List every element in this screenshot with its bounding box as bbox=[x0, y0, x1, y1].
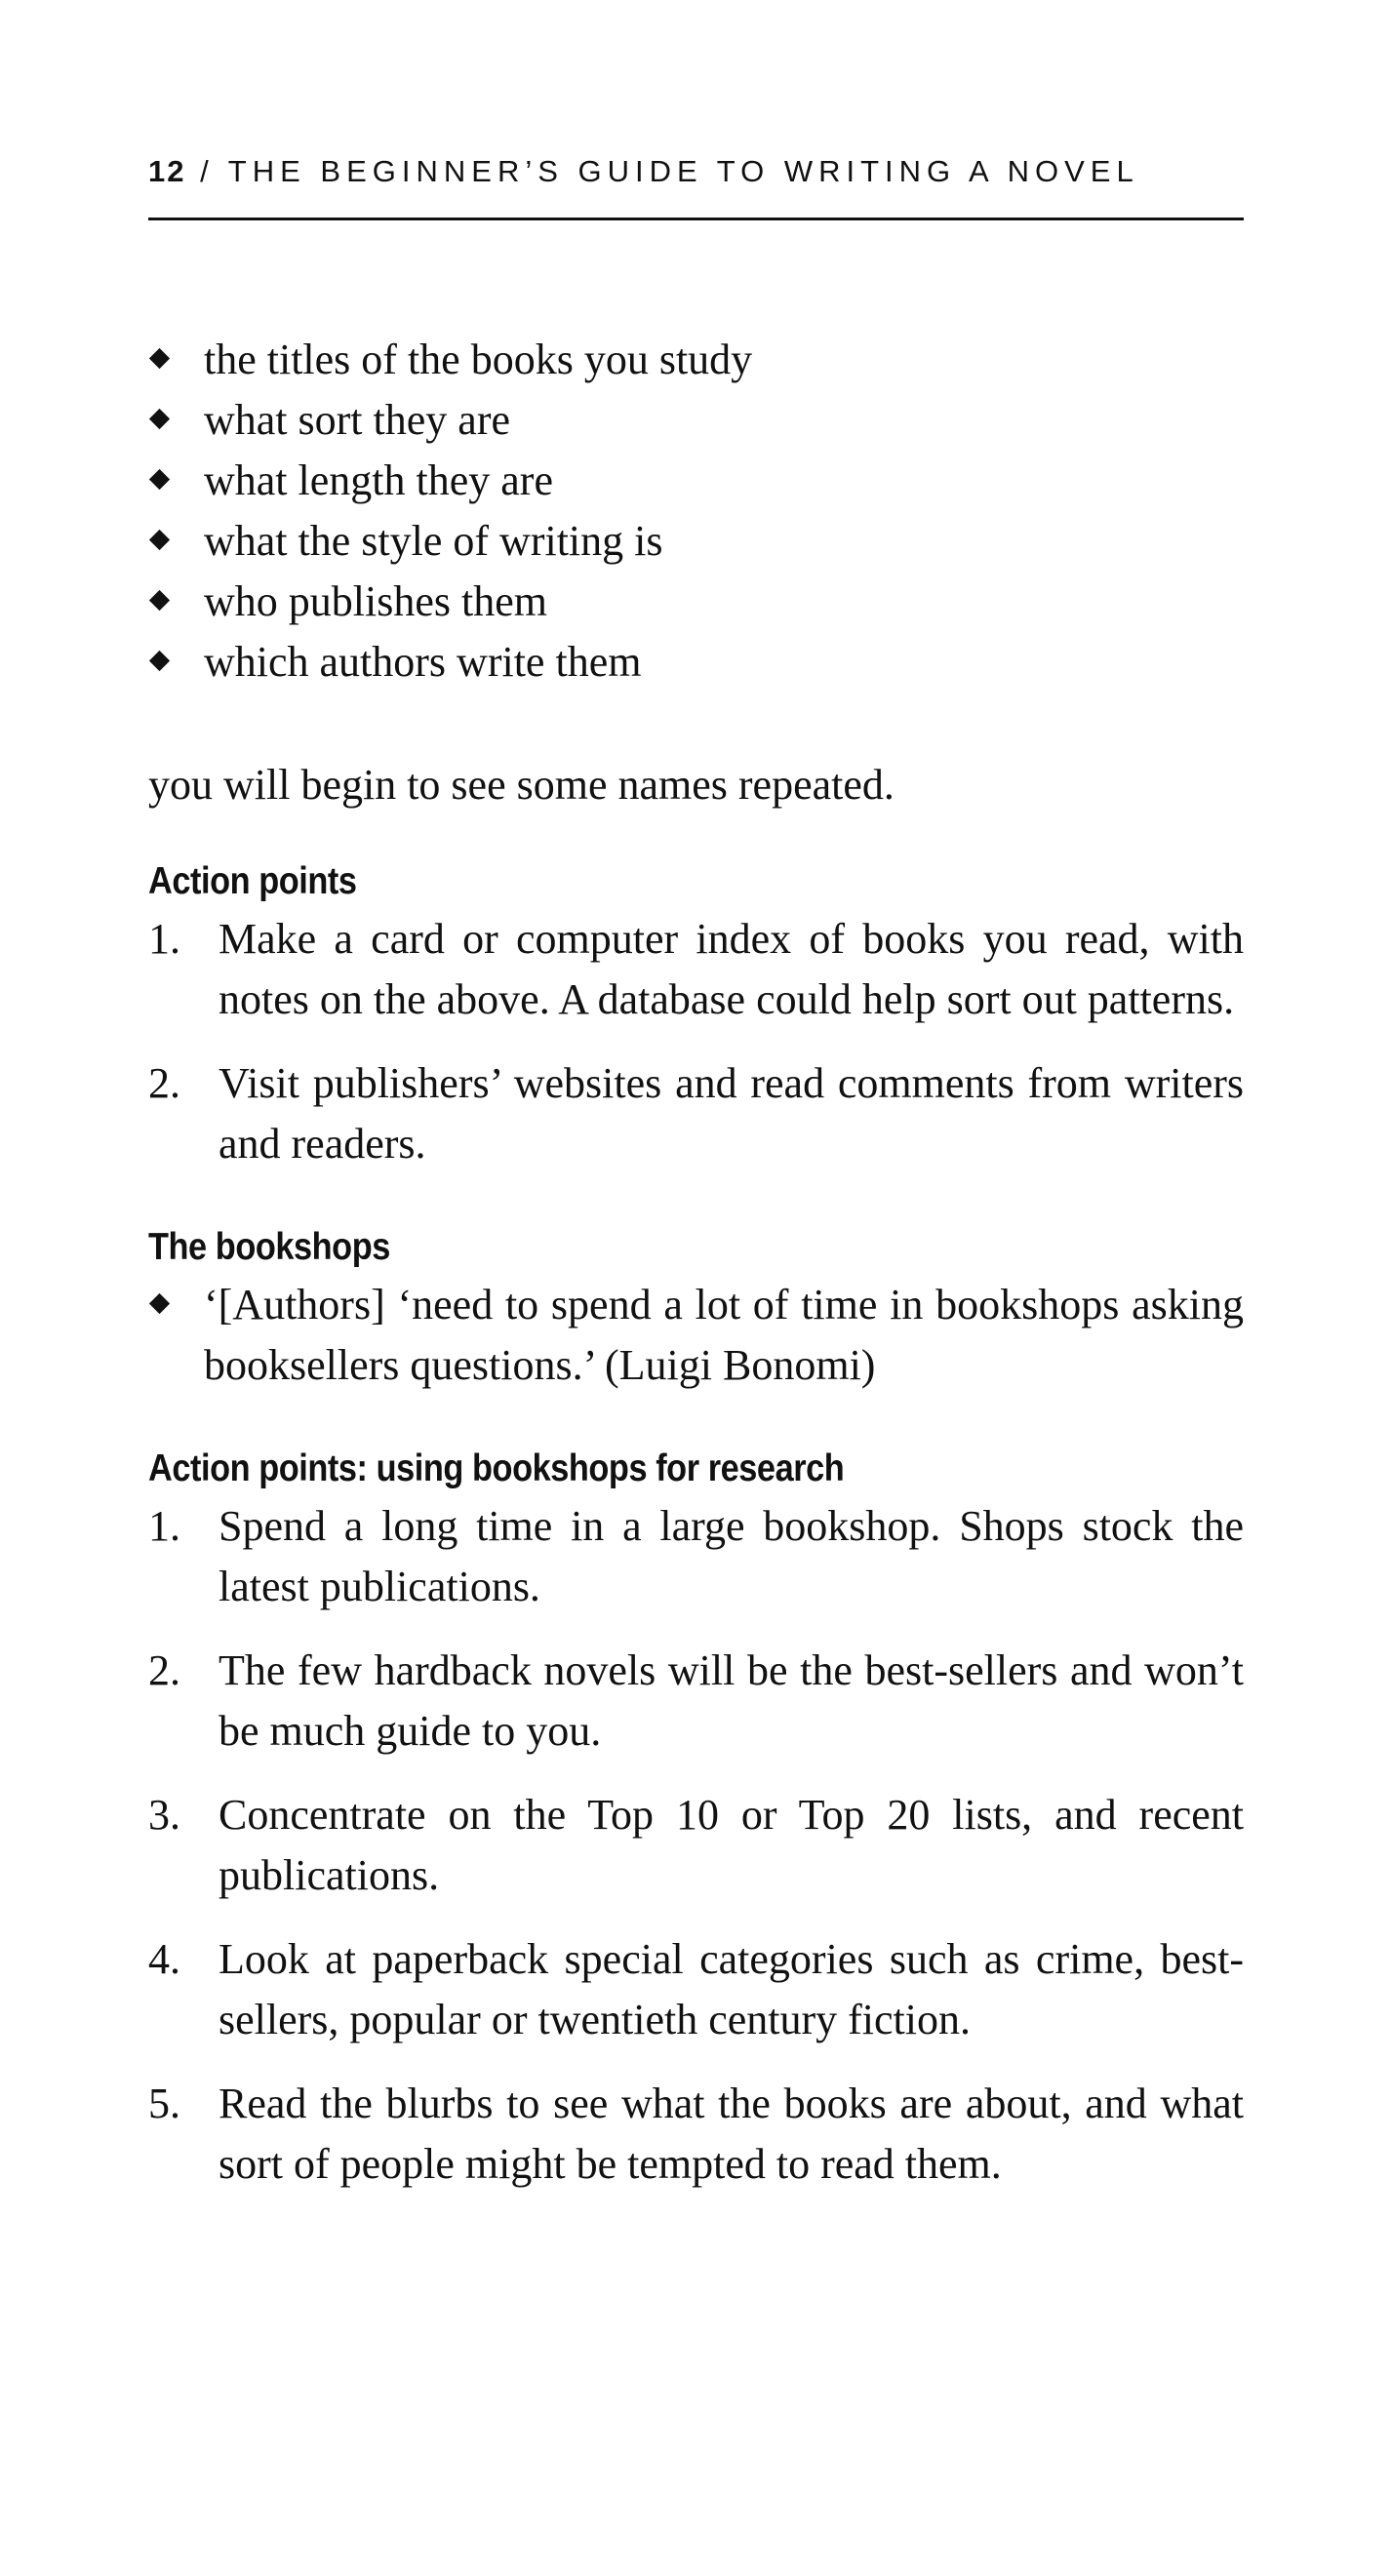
diamond-bullet-icon bbox=[149, 590, 170, 611]
book-title: THE BEGINNER’S GUIDE TO WRITING A NOVEL bbox=[227, 154, 1139, 188]
header-separator: / bbox=[200, 154, 215, 188]
research-list bbox=[148, 1496, 1244, 2195]
item-number: 5. bbox=[148, 2080, 180, 2127]
section-heading-bookshops: The bookshops bbox=[148, 1226, 390, 1268]
item-number: 2. bbox=[148, 1646, 180, 1694]
numbered-item bbox=[148, 1929, 1244, 2050]
numbered-item bbox=[148, 1496, 1244, 1617]
item-number: 3. bbox=[148, 1791, 180, 1839]
numbered-item bbox=[148, 909, 1244, 1030]
list-item bbox=[148, 390, 1244, 451]
list-item bbox=[148, 632, 1244, 693]
list-item-text: what sort they are bbox=[204, 396, 510, 444]
item-number: 1. bbox=[148, 915, 180, 963]
item-number: 4. bbox=[148, 1935, 180, 1983]
diamond-bullet-icon bbox=[149, 348, 170, 369]
intro-bullet-list bbox=[148, 330, 1244, 693]
item-text: Read the blurbs to see what the books are about, and what sort of people might be tempted to read them. bbox=[219, 2080, 1244, 2188]
list-item-text: which authors write them bbox=[204, 638, 642, 686]
item-text: Make a card or computer index of books you read, with notes on the above. A database could help sort out patterns. bbox=[219, 915, 1244, 1023]
bookshops-bullet-list bbox=[148, 1275, 1244, 1396]
page-number: 12 bbox=[148, 154, 186, 188]
action-points-list bbox=[148, 909, 1244, 1174]
numbered-item bbox=[148, 1053, 1244, 1174]
item-text: The few hardback novels will be the best-sellers and won’t be much guide to you. bbox=[219, 1646, 1244, 1755]
intro-conclusion: you will begin to see some names repeated. bbox=[148, 761, 895, 809]
diamond-bullet-icon bbox=[149, 1293, 170, 1314]
list-item bbox=[148, 451, 1244, 511]
list-item-text: ‘[Authors] ‘need to spend a lot of time in bookshops asking booksellers questions.’ (Luigi Bonomi) bbox=[204, 1281, 1244, 1389]
numbered-item bbox=[148, 1785, 1244, 1906]
list-item-text: the titles of the books you study bbox=[204, 336, 753, 383]
header-rule bbox=[148, 218, 1244, 220]
running-head bbox=[148, 154, 1139, 189]
diamond-bullet-icon bbox=[149, 651, 170, 671]
list-item-text: what the style of writing is bbox=[204, 517, 663, 565]
diamond-bullet-icon bbox=[149, 409, 170, 429]
item-number: 2. bbox=[148, 1059, 180, 1107]
page-body bbox=[148, 330, 1244, 2195]
list-item-text: who publishes them bbox=[204, 577, 547, 625]
numbered-item bbox=[148, 2074, 1244, 2195]
section-heading-action-points: Action points bbox=[148, 860, 357, 902]
list-item bbox=[148, 572, 1244, 632]
item-text: Visit publishers’ websites and read comments from writers and readers. bbox=[219, 1059, 1244, 1168]
list-item-text: what length they are bbox=[204, 456, 553, 504]
list-item bbox=[148, 511, 1244, 572]
list-item bbox=[148, 330, 1244, 390]
diamond-bullet-icon bbox=[149, 469, 170, 490]
list-item bbox=[148, 1275, 1244, 1396]
item-text: Concentrate on the Top 10 or Top 20 lists, and recent publications. bbox=[219, 1791, 1244, 1899]
section-heading-research: Action points: using bookshops for research bbox=[148, 1447, 845, 1489]
item-text: Spend a long time in a large bookshop. Shops stock the latest publications. bbox=[219, 1502, 1244, 1610]
item-number: 1. bbox=[148, 1502, 180, 1550]
diamond-bullet-icon bbox=[149, 530, 170, 550]
item-text: Look at paperback special categories such as crime, best-sellers, popular or twentieth century fiction. bbox=[219, 1935, 1244, 2043]
numbered-item bbox=[148, 1641, 1244, 1762]
